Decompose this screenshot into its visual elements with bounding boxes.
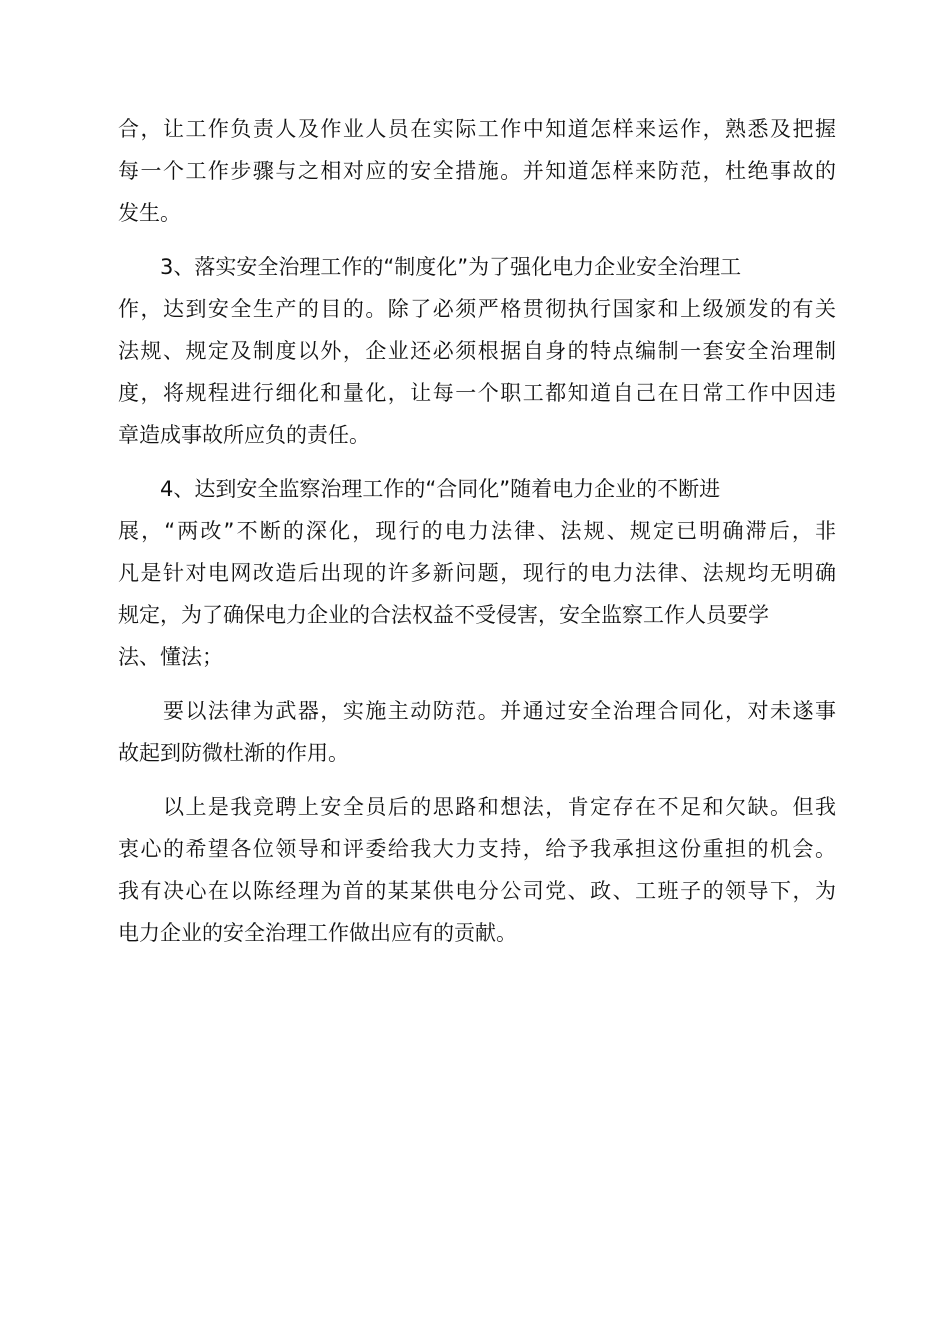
text-line: 发生。 — [118, 201, 181, 225]
paragraph-law — [118, 690, 836, 774]
text-line: 规定，为了确保电力企业的合法权益不受侵害，安全监察工作人员要学 — [118, 603, 769, 627]
text-line: 故起到防微杜渐的作用。 — [118, 741, 349, 765]
text-line: 每一个工作步骤与之相对应的安全措施。并知道怎样来防范，杜绝事故的 — [118, 159, 836, 183]
document-body — [118, 108, 836, 966]
text-line: 度，将规程进行细化和量化，让每一个职工都知道自己在日常工作中因违 — [118, 381, 836, 405]
text-line: 以上是我竞聘上安全员后的思路和想法，肯定存在不足和欠缺。但我 — [118, 795, 836, 819]
paragraph-item-3 — [118, 246, 836, 456]
text-line: 要以法律为武器，实施主动防范。并通过安全治理合同化，对未遂事 — [118, 699, 836, 723]
text-line: 4、达到安全监察治理工作的“合同化”随着电力企业的不断进 — [118, 477, 721, 501]
text-line: 章造成事故所应负的责任。 — [118, 423, 370, 447]
text-line: 法、懂法； — [118, 645, 223, 669]
paragraph-item-4 — [118, 468, 836, 678]
text-line: 衷心的希望各位领导和评委给我大力支持，给予我承担这份重担的机会。 — [118, 837, 836, 861]
text-line: 作，达到安全生产的目的。除了必须严格贯彻执行国家和上级颁发的有关 — [118, 297, 836, 321]
text-line: 合，让工作负责人及作业人员在实际工作中知道怎样来运作，熟悉及把握 — [118, 117, 836, 141]
text-line: 电力企业的安全治理工作做出应有的贡献。 — [118, 921, 517, 945]
text-line: 凡是针对电网改造后出现的许多新问题，现行的电力法律、法规均无明确 — [118, 561, 836, 585]
text-line: 3、落实安全治理工作的“制度化”为了强化电力企业安全治理工 — [118, 255, 742, 279]
text-line: 展，“两改”不断的深化，现行的电力法律、法规、规定已明确滞后，非 — [118, 519, 836, 543]
text-line: 我有决心在以陈经理为首的某某供电分公司党、政、工班子的领导下，为 — [118, 879, 836, 903]
paragraph-continuation — [118, 108, 836, 234]
paragraph-conclusion — [118, 786, 836, 954]
text-line: 法规、规定及制度以外，企业还必须根据自身的特点编制一套安全治理制 — [118, 339, 836, 363]
